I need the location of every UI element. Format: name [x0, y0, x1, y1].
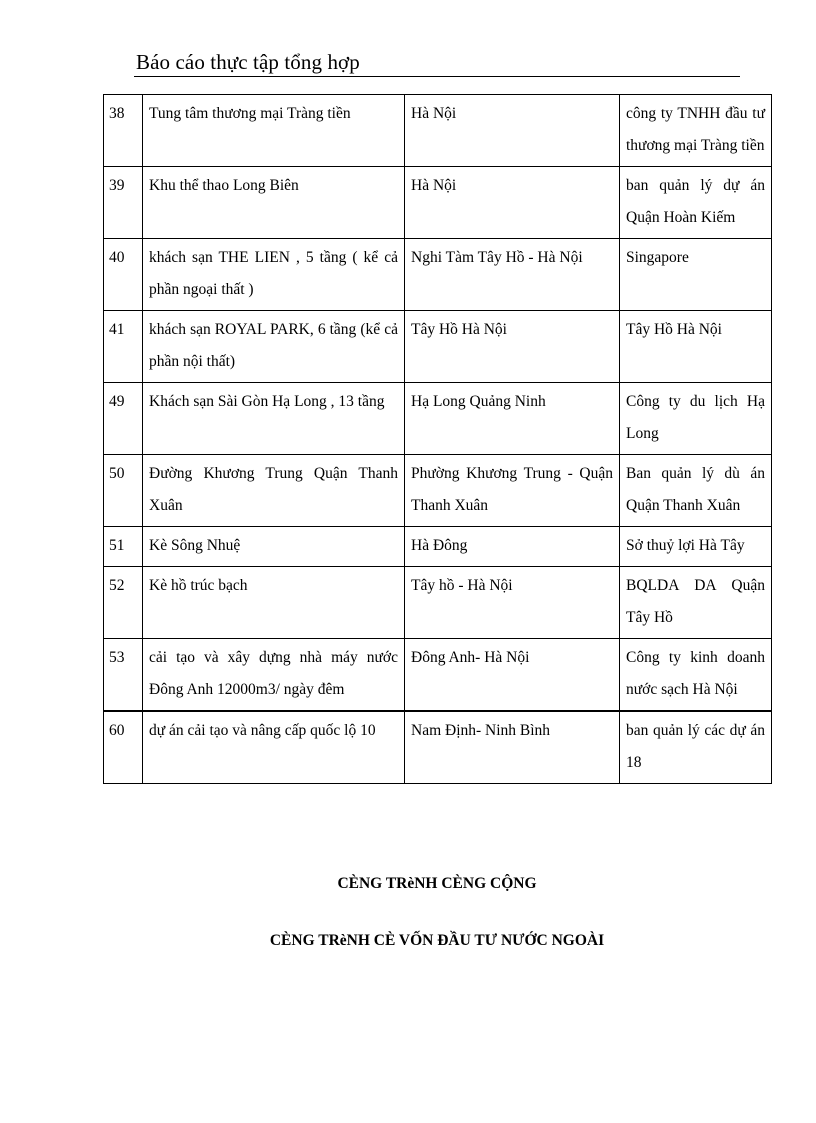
project-location: Hạ Long Quảng Ninh — [405, 383, 620, 455]
row-number: 39 — [104, 167, 143, 239]
project-name: Đường Khương Trung Quận Thanh Xuân — [143, 455, 405, 527]
project-owner: Ban quản lý dù án Quận Thanh Xuân — [620, 455, 772, 527]
table-row — [104, 95, 772, 167]
project-owner: ban quản lý các dự án 18 — [620, 711, 772, 784]
projects-table — [103, 94, 772, 784]
header-rule — [134, 76, 740, 77]
row-number: 49 — [104, 383, 143, 455]
row-number: 60 — [104, 711, 143, 784]
project-location: Hà Nội — [405, 167, 620, 239]
project-owner: Công ty kinh doanh nước sạch Hà Nội — [620, 639, 772, 712]
table-row — [104, 311, 772, 383]
section-heading-public-works: CÈNG TRèNH CÈNG CỘNG — [337, 875, 537, 892]
project-owner: Công ty du lịch Hạ Long — [620, 383, 772, 455]
row-number: 50 — [104, 455, 143, 527]
project-name: Kè Sông Nhuệ — [143, 527, 405, 567]
row-number: 41 — [104, 311, 143, 383]
table-row — [104, 639, 772, 712]
project-location: Tây Hồ Hà Nội — [405, 311, 620, 383]
page-header-title: Báo cáo thực tập tổng hợp — [136, 50, 360, 74]
project-name: Khách sạn Sài Gòn Hạ Long , 13 tầng — [143, 383, 405, 455]
project-location: Hà Nội — [405, 95, 620, 167]
project-location: Tây hồ - Hà Nội — [405, 567, 620, 639]
section-heading-foreign-investment: CÈNG TRèNH CÈ VỐN ĐẦU TƯ NƯỚC NGOÀI — [269, 932, 605, 949]
table-row — [104, 567, 772, 639]
project-owner: BQLDA DA Quận Tây Hồ — [620, 567, 772, 639]
project-location: Nam Định- Ninh Bình — [405, 711, 620, 784]
project-owner: ban quản lý dự án Quận Hoàn Kiếm — [620, 167, 772, 239]
table-row — [104, 239, 772, 311]
table-row — [104, 711, 772, 784]
project-name: Khu thể thao Long Biên — [143, 167, 405, 239]
project-location: Nghi Tàm Tây Hồ - Hà Nội — [405, 239, 620, 311]
project-name: Kè hồ trúc bạch — [143, 567, 405, 639]
project-owner: Sở thuỷ lợi Hà Tây — [620, 527, 772, 567]
project-name: khách sạn THE LIEN , 5 tầng ( kể cả phần ngoại thất ) — [143, 239, 405, 311]
row-number: 40 — [104, 239, 143, 311]
project-name: cải tạo và xây dựng nhà máy nước Đông Anh 12000m3/ ngày đêm — [143, 639, 405, 712]
table-row — [104, 527, 772, 567]
project-owner: công ty TNHH đầu tư thương mại Tràng tiền — [620, 95, 772, 167]
project-name: khách sạn ROYAL PARK, 6 tầng (kể cả phần nội thất) — [143, 311, 405, 383]
row-number: 52 — [104, 567, 143, 639]
row-number: 53 — [104, 639, 143, 712]
project-name: dự án cải tạo và nâng cấp quốc lộ 10 — [143, 711, 405, 784]
table-row — [104, 455, 772, 527]
row-number: 38 — [104, 95, 143, 167]
project-owner: Singapore — [620, 239, 772, 311]
table-row — [104, 167, 772, 239]
project-name: Tung tâm thương mại Tràng tiền — [143, 95, 405, 167]
row-number: 51 — [104, 527, 143, 567]
project-owner: Tây Hồ Hà Nội — [620, 311, 772, 383]
table-row — [104, 383, 772, 455]
project-location: Đông Anh- Hà Nội — [405, 639, 620, 712]
project-location: Hà Đông — [405, 527, 620, 567]
project-location: Phường Khương Trung - Quận Thanh Xuân — [405, 455, 620, 527]
